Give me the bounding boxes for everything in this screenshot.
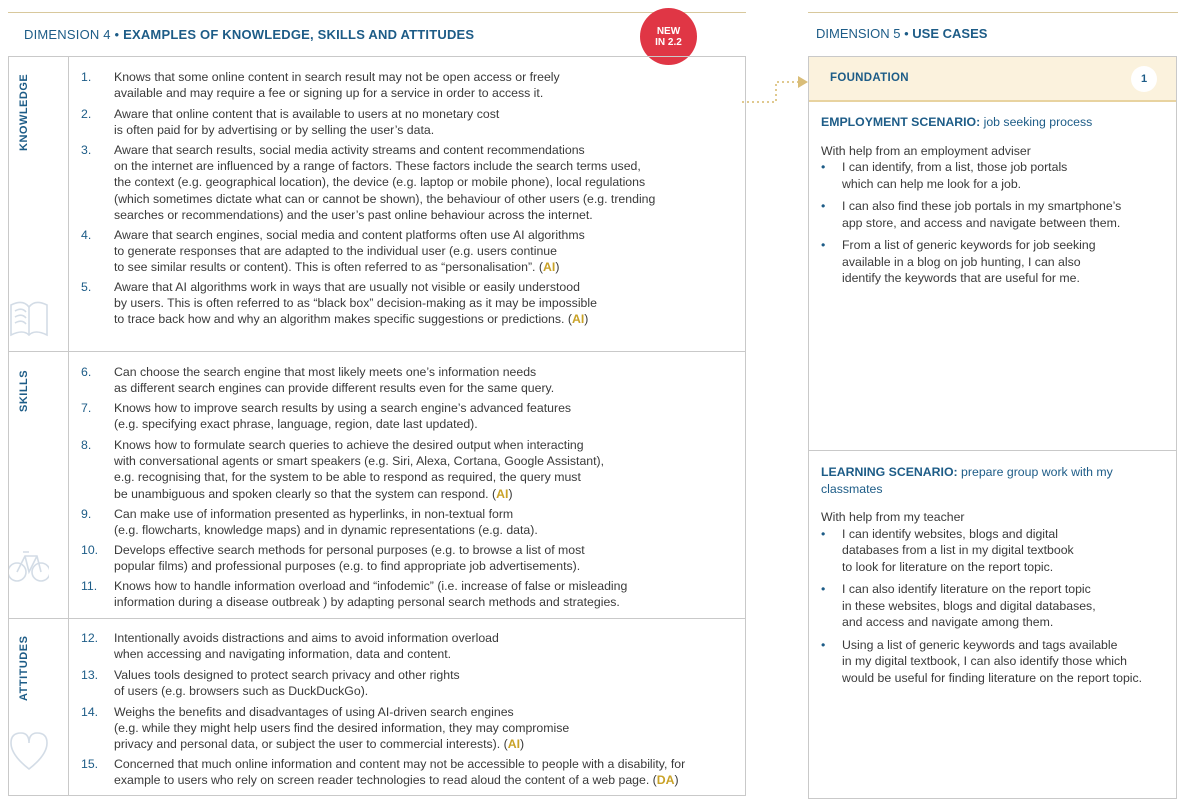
- ai-tag: AI: [496, 486, 509, 501]
- attitudes-label: ATTITUDES: [18, 635, 30, 701]
- attitudes-section: [9, 619, 745, 795]
- dimension4-header-title: EXAMPLES OF KNOWLEDGE, SKILLS AND ATTITUDES: [123, 27, 475, 42]
- item-text: Develops effective search methods for personal purposes (e.g. to browse a list of most popular films) and professional purposes (e.g. to find appropriate job advertisements).: [114, 543, 585, 574]
- item-number: 5.: [81, 280, 92, 294]
- ai-tag: AI: [507, 737, 521, 752]
- item-number: 7.: [81, 401, 92, 415]
- skills-section: [9, 352, 745, 619]
- learning-scenario: [821, 464, 1171, 686]
- knowledge-label-column: [9, 57, 69, 351]
- bicycle-icon: [9, 542, 49, 586]
- item-text: Intentionally avoids distractions and aims to avoid information overload when accessing and navigating information, data and content.: [114, 631, 499, 662]
- use-cases-panel: [808, 56, 1177, 799]
- ai-tag: AI: [543, 260, 556, 275]
- item-text: Values tools designed to protect search privacy and other rights of users (e.g. browsers such as DuckDuckGo).: [114, 668, 460, 699]
- dimension5-header: [816, 26, 987, 41]
- bullet-dot: •: [821, 637, 826, 652]
- item-text: Knows how to formulate search queries to achieve the desired output when interacting with conversational agents or smart speakers (e.g. Siri, Alexa, Cortana, Google Assistant), e.g. recognising that, for the system to be able to respond as required, the query must be unambiguous and spoken clearly so that the system can respond. (AI): [114, 438, 605, 501]
- scenario-title-bold: EMPLOYMENT SCENARIO:: [821, 115, 981, 129]
- list-item: [821, 637, 1171, 687]
- scenario-divider: [809, 450, 1176, 451]
- item-number: 12.: [81, 631, 99, 645]
- item-number: 6.: [81, 365, 92, 379]
- item-text: Aware that AI algorithms work in ways that are usually not visible or easily understood by users. This is often referred to as “black box” decision-making as it may be impossible to trace back how and why an algorithm makes specific suggestions or predictions. (AI): [114, 280, 597, 327]
- employment-scenario: [821, 114, 1171, 287]
- scenario-title: [821, 114, 1171, 131]
- list-item: [821, 198, 1171, 231]
- dimension5-top-rule: [808, 12, 1178, 13]
- item-body: Weighs the benefits and disadvantages of using AI-driven search engines (e.g. while they might help users find the desired information, they may compromise privacy and personal data, or subject the user to commercial interests).: [114, 705, 570, 752]
- item-body: Aware that search engines, social media and content platforms often use AI algorithms to generate responses that are adapted to the individual user (e.g. users continue to see similar results or content). This is often referred to as “personalisation”.: [114, 228, 585, 275]
- item-text: Can make use of information presented as hyperlinks, in non-textual form (e.g. flowcharts, knowledge maps) and in dynamic representations (e.g. data).: [114, 507, 538, 538]
- badge-line1: NEW: [656, 25, 681, 37]
- item-number: 8.: [81, 438, 92, 452]
- bullet-text: I can also find these job portals in my smartphone’s app store, and access and navigate between them.: [842, 199, 1122, 230]
- item-number: 9.: [81, 507, 92, 521]
- bullet-dot: •: [821, 199, 826, 213]
- bullet-dot: •: [821, 526, 826, 541]
- scenario-title-rest: prepare group work with my classmates: [821, 465, 1113, 496]
- proficiency-level-number: 1: [1131, 66, 1157, 92]
- bullet-dot: •: [821, 582, 826, 596]
- item-text: Knows that some online content in search result may not be open access or freely available and may require a fee or signing up for a service in order to access it.: [114, 70, 560, 101]
- item-text: Concerned that much online information and content may not be accessible to people with a disability, for example to users who rely on screen reader technologies to read aloud the content of a web page. (DA): [114, 757, 686, 788]
- dimension4-header-prefix: DIMENSION 4 •: [24, 27, 124, 42]
- list-item: [821, 159, 1171, 192]
- item-text: Knows how to handle information overload and “infodemic” (i.e. increase of false or misleading information during a disease outbreak ) by adapting personal search methods and strategies.: [114, 579, 628, 610]
- bullet-dot: •: [821, 238, 826, 252]
- item-text: Aware that search engines, social media and content platforms often use AI algorithms to generate responses that are adapted to the individual user (e.g. users continue to see similar results or content). This is often referred to as “personalisation”. (AI): [114, 228, 585, 275]
- item-number: 14.: [81, 705, 99, 719]
- item-number: 15.: [81, 757, 99, 771]
- item-number: 13.: [81, 668, 99, 682]
- item-text: Aware that search results, social media activity streams and content recommendations on the internet are influenced by a range of factors. These factors include the search terms used, the context (e.g. geographical location), the device (e.g. laptop or mobile phone), local regulations (which sometimes dictate what can or cannot be shown), the behaviour of other users (e.g. trending searches or recommendations) and the user’s past online behaviour across the internet.: [114, 143, 656, 222]
- dimension5-header-prefix: DIMENSION 5 •: [816, 26, 913, 41]
- proficiency-level-bar: [809, 57, 1176, 102]
- item-text: Weighs the benefits and disadvantages of using AI-driven search engines (e.g. while they might help users find the desired information, they may compromise privacy and personal data, or subject the user to commercial interests). (AI): [114, 705, 570, 752]
- scenario-title-rest: job seeking process: [980, 115, 1093, 129]
- skills-label: SKILLS: [18, 369, 30, 412]
- badge-line2: IN 2.2: [655, 36, 682, 48]
- list-item: [821, 237, 1171, 287]
- bullet-text: I can also identify literature on the report topic in these websites, blogs and digital databases, and access and navigate among them.: [842, 582, 1096, 629]
- item-number: 10.: [81, 543, 99, 557]
- scenario-title: [821, 464, 1171, 497]
- item-number: 3.: [81, 143, 92, 157]
- scenario-title-bold: LEARNING SCENARIO:: [821, 465, 958, 479]
- bullet-text: Using a list of generic keywords and tags available in my digital textbook, I can also identify those which would be useful for finding literature on the report topic.: [842, 637, 1143, 685]
- item-body: Knows how to formulate search queries to achieve the desired output when interacting with conversational agents or smart speakers (e.g. Siri, Alexa, Cortana, Google Assistant), e.g. recognising that, for the system to be able to respond as required, the query must be unambiguous and spoken clearly so that the system can respond.: [114, 438, 605, 501]
- proficiency-level-label: FOUNDATION: [830, 72, 909, 84]
- item-number: 1.: [81, 70, 92, 84]
- item-text: Can choose the search engine that most likely meets one’s information needs as different search engines can provide different results even for the same query.: [114, 365, 555, 396]
- bullet-text: I can identify, from a list, those job portals which can help me look for a job.: [842, 160, 1068, 191]
- item-number: 4.: [81, 228, 92, 242]
- connector-arrow: [740, 70, 810, 110]
- bullet-text: From a list of generic keywords for job seeking available in a blog on job hunting, I can also identify the keywords that are useful for me.: [842, 238, 1096, 285]
- dimension4-header: [24, 27, 474, 42]
- ai-tag: AI: [571, 312, 585, 327]
- da-tag: DA: [656, 773, 675, 788]
- bullet-dot: •: [821, 160, 826, 174]
- knowledge-label: KNOWLEDGE: [18, 73, 30, 151]
- item-number: 11.: [81, 579, 98, 593]
- heart-icon: [9, 729, 49, 773]
- item-text: Knows how to improve search results by using a search engine’s advanced features (e.g. specifying exact phrase, language, region, date last updated).: [114, 401, 572, 432]
- list-item: [821, 581, 1171, 631]
- bullet-text: I can identify websites, blogs and digital databases from a list in my digital textbook to look for literature on the report topic.: [842, 526, 1074, 574]
- dimension4-table: [8, 56, 746, 796]
- book-icon: [9, 295, 49, 339]
- item-text: Aware that online content that is available to users at no monetary cost is often paid for by advertising or by selling the user’s data.: [114, 107, 500, 138]
- skills-label-column: [9, 352, 69, 618]
- item-number: 2.: [81, 107, 92, 121]
- dimension4-top-rule: [8, 12, 746, 13]
- scenario-intro: With help from an employment adviser: [821, 143, 1031, 158]
- item-body: Concerned that much online information and content may not be accessible to people with a disability, for example to users who rely on screen reader technologies to read aloud the content of a web page.: [114, 757, 686, 788]
- list-item: [821, 526, 1171, 576]
- scenario-intro: With help from my teacher: [821, 510, 965, 524]
- item-body: Aware that AI algorithms work in ways that are usually not visible or easily understood by users. This is often referred to as “black box” decision-making as it may be impossible to trace back how and why an algorithm makes specific suggestions or predictions.: [114, 280, 597, 327]
- dimension5-header-title: USE CASES: [912, 26, 988, 41]
- knowledge-section: [9, 57, 745, 352]
- attitudes-label-column: [9, 619, 69, 795]
